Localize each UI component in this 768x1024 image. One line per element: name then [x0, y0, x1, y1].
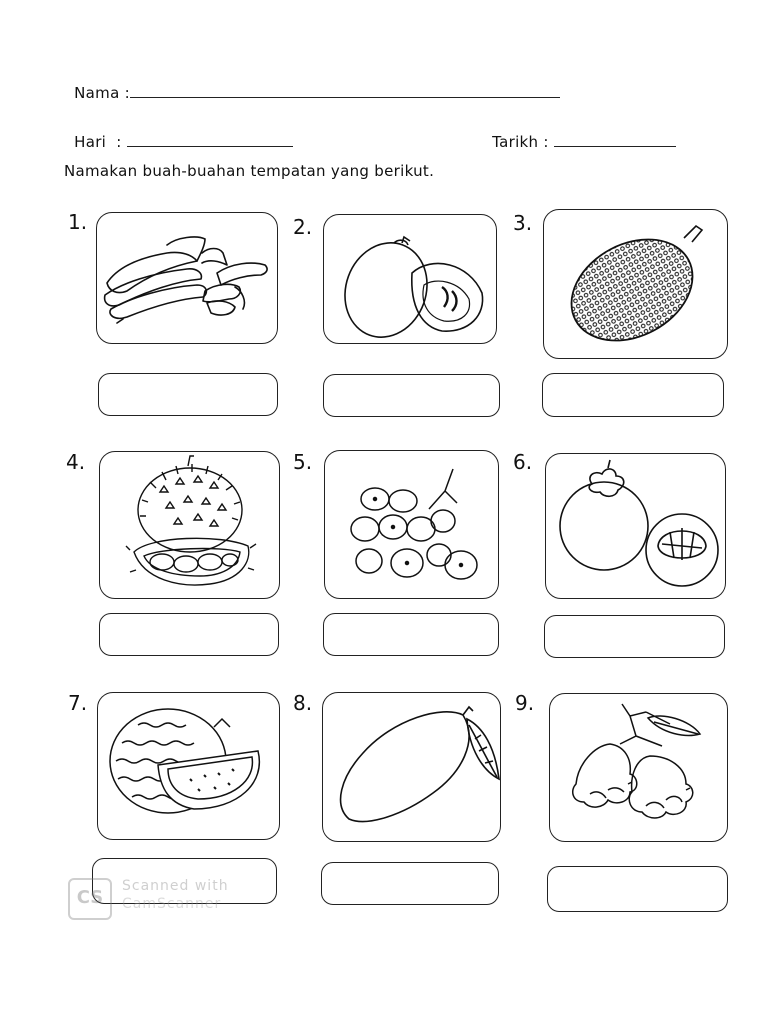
fruit-frame-7 — [97, 692, 280, 840]
item-number-5: 5. — [293, 450, 313, 474]
item-number-6: 6. — [513, 450, 533, 474]
instruction-text: Namakan buah-buahan tempatan yang berikut. — [64, 162, 435, 180]
name-blank[interactable] — [130, 85, 560, 98]
fruit-frame-3 — [543, 209, 728, 359]
item-number-4: 4. — [66, 450, 86, 474]
day-blank[interactable] — [127, 134, 293, 147]
answer-box-2[interactable] — [323, 374, 500, 417]
answer-box-3[interactable] — [542, 373, 724, 417]
date-blank[interactable] — [554, 134, 676, 147]
mango-icon — [323, 693, 500, 841]
mangosteen-icon — [546, 454, 725, 598]
item-number-3: 3. — [513, 211, 533, 235]
jackfruit-icon — [544, 210, 727, 358]
fruit-frame-5 — [324, 450, 499, 599]
watermark-line2: CamScanner — [122, 896, 222, 912]
date-label: Tarikh : — [492, 133, 549, 151]
fruit-frame-8 — [322, 692, 501, 842]
fruit-frame-1 — [96, 212, 278, 344]
fruit-frame-4 — [99, 451, 280, 599]
item-number-8: 8. — [293, 691, 313, 715]
day-label: Hari : — [74, 133, 122, 151]
answer-box-9[interactable] — [547, 866, 728, 912]
item-number-1: 1. — [68, 210, 88, 234]
answer-box-4[interactable] — [99, 613, 279, 656]
name-row — [64, 66, 560, 102]
answer-box-5[interactable] — [323, 613, 499, 656]
answer-box-1[interactable] — [98, 373, 278, 416]
durian-icon — [100, 452, 279, 598]
camscanner-logo: CS — [68, 878, 112, 920]
answer-box-8[interactable] — [321, 862, 499, 905]
fruit-frame-2 — [323, 214, 497, 344]
rose-apple-icon — [550, 694, 727, 841]
camscanner-watermark — [68, 876, 248, 920]
sapodilla-icon — [324, 215, 496, 343]
fruit-frame-9 — [549, 693, 728, 842]
item-number-2: 2. — [293, 215, 313, 239]
answer-box-6[interactable] — [544, 615, 725, 658]
item-number-9: 9. — [515, 691, 535, 715]
date-row — [482, 115, 676, 151]
langsat-icon — [325, 451, 498, 598]
banana-icon — [97, 213, 277, 343]
name-label: Nama : — [74, 84, 130, 102]
watermelon-icon — [98, 693, 279, 839]
watermark-line1: Scanned with — [122, 878, 229, 894]
fruit-frame-6 — [545, 453, 726, 599]
day-row — [64, 115, 293, 151]
item-number-7: 7. — [68, 691, 88, 715]
